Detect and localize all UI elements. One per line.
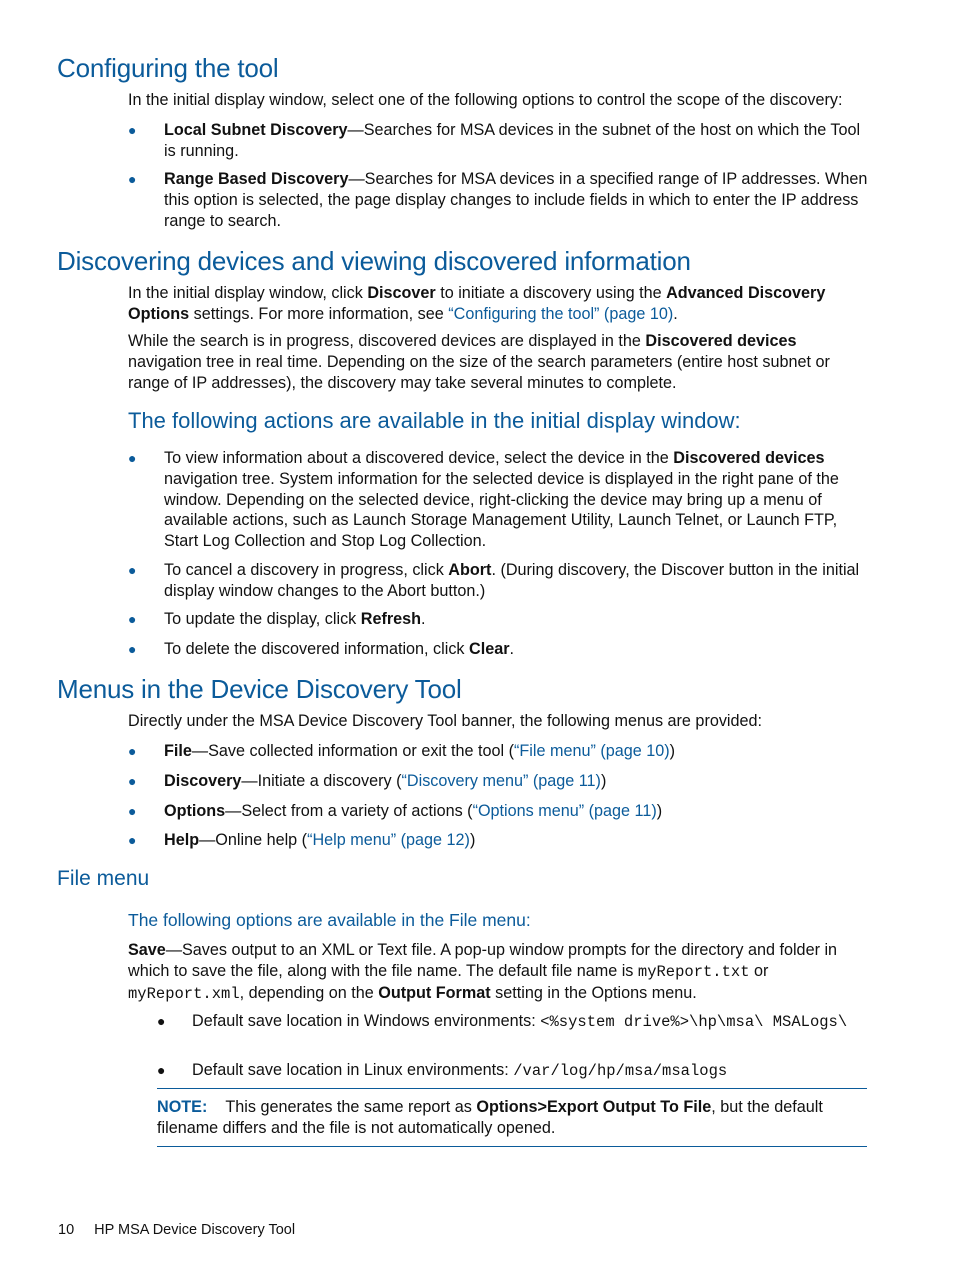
list-item-help-menu [128,830,868,851]
footer-title: HP MSA Device Discovery Tool [94,1222,296,1238]
term-discover: Discover [367,284,436,302]
page-footer [58,1222,295,1238]
link-options-menu[interactable]: “Options menu” (page 11) [472,802,657,820]
list-item-windows-location [157,1011,869,1033]
text: to initiate a discovery using the [435,284,667,302]
bullet-icon: ● [128,562,137,578]
link-discovery-menu[interactable]: “Discovery menu” (page 11) [401,772,601,790]
bullet-icon: ● [157,1062,166,1078]
heading-menus: Menus in the Device Discovery Tool [57,674,462,704]
heading-discovering-devices: Discovering devices and viewing discovered information [57,246,691,276]
list-item-update-display [128,609,868,630]
text: . [421,610,426,628]
text: To update the display, click [164,610,361,628]
text: settings. For more information, see [189,304,449,323]
term-export-output: Options>Export Output To File [476,1098,712,1116]
desc-local-subnet: —Searches for MSA devices in the subnet of the host on which the Tool is running. [164,121,861,160]
bullet-icon: ● [128,803,137,819]
term-range-based: Range Based Discovery [164,170,349,188]
discovering-paragraph-2 [128,331,868,393]
text: ) [600,772,607,790]
bullet-icon: ● [128,743,137,759]
save-paragraph [128,940,868,1004]
text: navigation tree in real time. Depending on the size of the search parameters (entire host subnet or range of IP addresses), the discovery may take several minutes to complete. [128,352,830,392]
text: While the search is in progress, discovered devices are displayed in the [128,332,646,350]
text: To delete the discovered information, click [164,640,470,658]
discovering-paragraph-1 [128,283,868,325]
desc-range-based: —Searches for MSA devices in a specified range of IP addresses. When this option is selected, the page display changes to include fields in which to enter the IP address range to search. [164,170,868,230]
note-label: NOTE: [157,1098,208,1116]
term-help: Help [164,831,200,849]
page-number: 10 [58,1222,75,1238]
list-item-cancel-discovery [128,560,868,602]
link-file-menu[interactable]: “File menu” (page 10) [514,742,670,760]
list-item-delete-info [128,639,868,660]
text: —Initiate a discovery ( [241,772,402,790]
text: To view information about a discovered device, select the device in the [164,449,674,467]
text: —Save collected information or exit the tool ( [191,742,514,760]
term-advanced-discovery-options: Advanced Discovery Options [128,284,826,323]
heading-following-actions: The following actions are available in the initial display window: [128,408,741,433]
link-configuring-the-tool[interactable]: “Configuring the tool” (page 10) [448,304,674,323]
text: , but the default filename differs and the file is not automatically opened. [157,1098,823,1137]
text: This generates the same report as [225,1098,477,1116]
menus-intro: Directly under the MSA Device Discovery Tool banner, the following menus are provided: [128,712,763,730]
heading-file-menu: File menu [57,867,150,890]
list-item-view-information [128,448,868,552]
list-item-discovery-menu [128,771,868,792]
text: . [673,304,678,323]
note-box [157,1088,867,1147]
text: —Online help ( [199,831,308,849]
term-local-subnet: Local Subnet Discovery [164,121,348,139]
link-help-menu[interactable]: “Help menu” (page 12) [307,831,470,849]
text: . [509,640,515,658]
term-discovered-devices: Discovered devices [673,449,825,467]
code-myreport-txt: myReport.txt [637,962,750,981]
text: setting in the Options menu. [490,983,697,1002]
bullet-icon: ● [128,450,137,466]
text: In the initial display window, click [128,284,368,302]
term-save: Save [128,941,166,959]
bullet-icon: ● [157,1013,166,1029]
bullet-icon: ● [128,611,137,627]
term-refresh: Refresh [360,610,422,628]
heading-configuring-the-tool: Configuring the tool [57,53,279,83]
text: To cancel a discovery in progress, click [164,561,449,579]
bullet-icon: ● [128,122,137,138]
text: ) [469,831,476,849]
term-abort: Abort [448,561,492,579]
code-myreport-xml: myReport.xml [128,984,240,1003]
text: ) [656,802,663,820]
text: —Saves output to an XML or Text file. A pop-up window prompts for the directory and folder in which to save the file, along with the file name. The default file name is [128,941,838,980]
list-item-local-subnet [128,120,868,162]
text: Default save location in Windows environments: [192,1012,541,1030]
code-windows-path: <%system drive%>\hp\msa\ MSALogs\ [540,1013,848,1031]
bullet-icon: ● [128,641,137,657]
term-options: Options [164,802,226,820]
text: , depending on the [239,983,379,1002]
configuring-intro: In the initial display window, select one of the following options to control the scope of the discovery: [128,91,843,109]
list-item-range-based [128,169,868,231]
list-item-options-menu [128,801,868,822]
text: ) [669,742,676,760]
list-item-linux-location [157,1060,869,1082]
bullet-icon: ● [128,773,137,789]
text: . (During discovery, the Discover button in the initial display window changes to the Abort button.) [164,561,860,600]
bullet-icon: ● [128,171,137,187]
code-linux-path: /var/log/hp/msa/msalogs [513,1062,728,1080]
term-output-format: Output Format [378,983,491,1002]
subheading-file-menu-options: The following options are available in the File menu: [128,910,531,930]
bullet-icon: ● [128,832,137,848]
text: —Select from a variety of actions ( [225,802,473,820]
term-clear: Clear [469,640,510,658]
text: or [749,961,769,980]
list-item-file-menu [128,741,868,762]
text: navigation tree. System information for the selected device is displayed in the right pane of the window. Depending on the selected device, right-clicking the device may bring up a menu of available actions, such as Launch Storage Management Utility, Launch Telnet, or Launch FTP, Start Log Collection and Stop Log Collection. [164,469,839,551]
term-discovery: Discovery [164,772,242,790]
text: Default save location in Linux environments: [192,1061,514,1079]
term-discovered-devices: Discovered devices [645,332,797,350]
term-file: File [164,742,192,760]
